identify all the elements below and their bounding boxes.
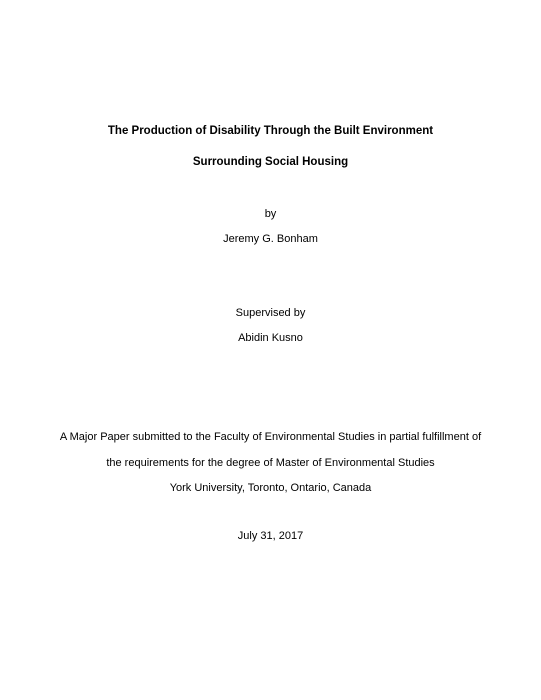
- submission-date: July 31, 2017: [237, 530, 304, 542]
- author-name: Jeremy G. Bonham: [223, 233, 318, 245]
- title-line-1: The Production of Disability Through the Built Environment: [107, 125, 434, 137]
- by-label: by: [264, 208, 277, 220]
- submission-line-1: A Major Paper submitted to the Faculty of Environmental Studies in partial fulfillment of: [59, 431, 482, 443]
- submission-line-2: the requirements for the degree of Master of Environmental Studies: [106, 457, 435, 469]
- supervised-by-label: Supervised by: [235, 307, 306, 319]
- institution-line: York University, Toronto, Ontario, Canada: [169, 482, 372, 494]
- supervisor-name: Abidin Kusno: [238, 332, 303, 344]
- title-line-2: Surrounding Social Housing: [192, 156, 349, 168]
